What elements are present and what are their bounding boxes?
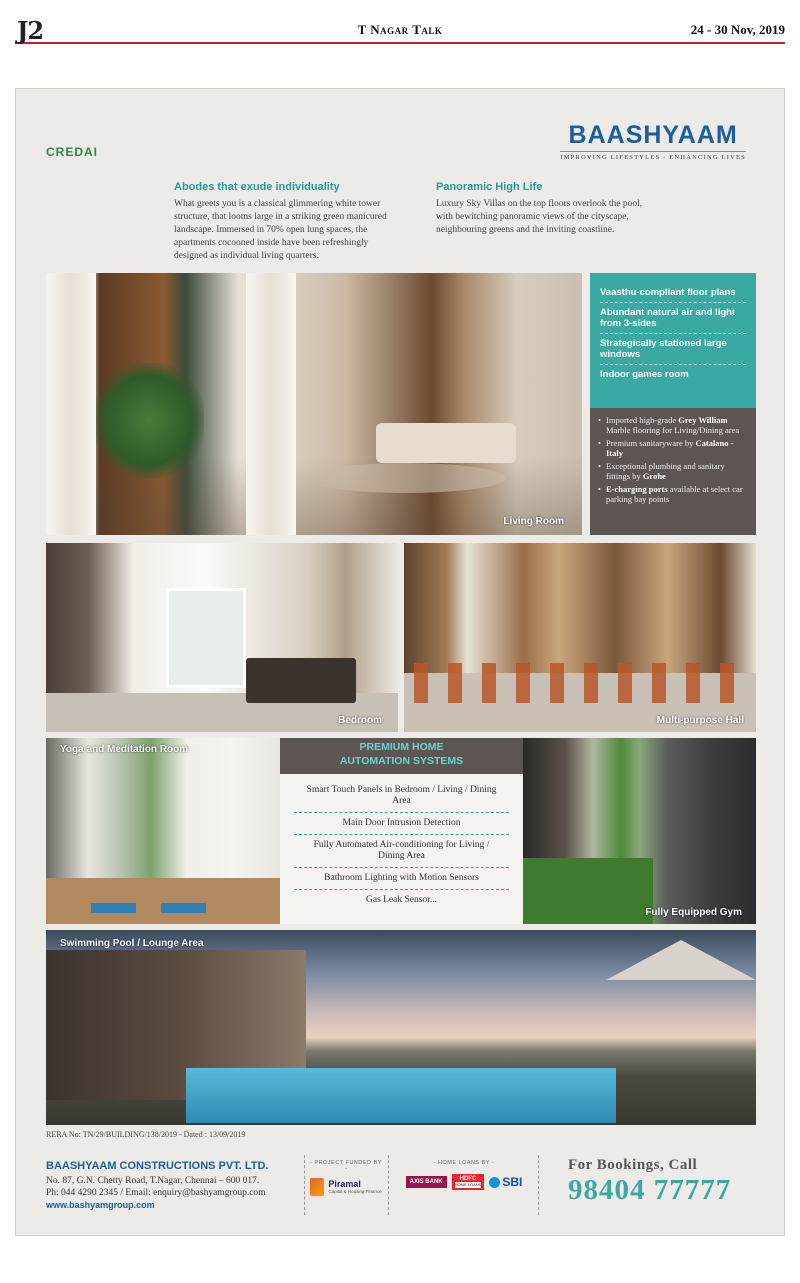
pool-water xyxy=(186,1068,616,1123)
greenery-wall xyxy=(94,363,204,478)
axis-bank-logo: AXIS BANK xyxy=(406,1176,447,1188)
bed xyxy=(246,658,356,703)
automation-item: Fully Automated Air-conditioning for Living / Dining Area xyxy=(294,835,509,868)
piramal-logo: Piramal Capital & Housing Finance xyxy=(328,1179,382,1195)
specs-panel xyxy=(590,408,756,535)
lawn xyxy=(523,858,653,924)
company-details xyxy=(46,1160,268,1211)
funding-partner xyxy=(310,1160,382,1196)
brand-logo xyxy=(560,121,746,161)
intro-panoramic xyxy=(436,181,661,237)
rera-number: RERA No: TN/29/BUILDING/138/2019 - Dated : 13/09/2019 xyxy=(46,1130,246,1139)
advertisement xyxy=(15,88,785,1236)
automation-item: Bathroom Lighting with Motion Sensors xyxy=(294,868,509,890)
brand-tagline: IMPROVING LIFESTYLES - ENHANCING LIVES xyxy=(560,151,746,161)
intro-heading: Abodes that exude individuality xyxy=(174,181,340,193)
feature-item: Vaasthu-compliant floor plans xyxy=(600,283,746,303)
pool-label: Swimming Pool / Lounge Area xyxy=(60,938,204,949)
gym-label: Fully Equipped Gym xyxy=(645,907,742,918)
newspaper-header xyxy=(15,14,785,44)
features-panel xyxy=(590,273,756,408)
yoga-room-photo xyxy=(46,738,280,924)
pool-photo xyxy=(46,930,756,1125)
divider xyxy=(304,1155,305,1215)
intro-text: What greets you is a classical glimmering white tower structure, that looms large in a striking green manicured landscape. Immersed in 70% open lung spaces, the apartments cocooned inside have been refreshingly designed as individual living quarters. xyxy=(174,199,387,261)
credai-logo: CREDAI xyxy=(46,145,99,159)
sofa xyxy=(376,423,516,463)
company-contact: Ph: 044 4290 2345 / Email: enquiry@bashyamgroup.com xyxy=(46,1188,266,1198)
feature-item: Strategically stationed large windows xyxy=(600,334,746,365)
divider xyxy=(388,1155,389,1215)
bedroom-label: Bedroom xyxy=(338,715,382,726)
spec-item: • Exceptional plumbing and sanitary fittings by Grohe xyxy=(598,461,748,481)
brand-name: BAASHYAAM xyxy=(568,121,738,149)
sbi-logo: SBI xyxy=(489,1175,522,1189)
page-number: J2 xyxy=(17,16,44,45)
yoga-room-label: Yoga and Meditation Room xyxy=(60,744,189,755)
automation-item: Gas Leak Sensor... xyxy=(366,895,437,905)
piramal-icon xyxy=(310,1178,324,1196)
newspaper-title: T Nagar Talk xyxy=(357,22,443,37)
home-loans xyxy=(394,1160,534,1190)
umbrella xyxy=(606,940,756,980)
funding-caption: - PROJECT FUNDED BY - xyxy=(310,1160,382,1172)
living-room-label: Living Room xyxy=(503,516,564,527)
bookings-caption: For Bookings, Call xyxy=(568,1157,698,1173)
intro-heading: Panoramic High Life xyxy=(436,181,543,193)
company-website[interactable]: www.bashyamgroup.com xyxy=(46,1200,155,1210)
automation-heading: PREMIUM HOME AUTOMATION SYSTEMS xyxy=(280,738,523,774)
bookings-phone[interactable]: 98404 77777 xyxy=(568,1174,732,1206)
company-name: BAASHYAAM CONSTRUCTIONS PVT. LTD. xyxy=(46,1160,269,1172)
spec-item: • Imported high-grade Grey William Marble flooring for Living/Dining area xyxy=(598,415,748,435)
rug xyxy=(306,463,506,493)
intro-individuality xyxy=(174,181,399,263)
intro-text: Luxury Sky Villas on the top floors overlook the pool, with bewitching panoramic views of the cityscape, neighbouring greens and the inviting coastline. xyxy=(436,199,643,235)
gym-photo xyxy=(523,738,756,924)
living-room-photo xyxy=(46,273,582,535)
issue-date: 24 - 30 Nov, 2019 xyxy=(690,22,785,37)
spec-item: • Premium sanitaryware by Catalano - Italy xyxy=(598,438,748,458)
divider xyxy=(538,1155,539,1215)
hdfc-logo: HDFC HOME LOANS xyxy=(452,1174,485,1190)
hall-photo xyxy=(404,543,756,732)
company-address: No. 87, G.N. Chetty Road, T.Nagar, Chennai – 600 017. xyxy=(46,1176,260,1186)
automation-panel xyxy=(280,738,523,924)
spec-item: • E-charging ports available at select car parking bay points xyxy=(598,484,748,504)
bookings xyxy=(568,1157,731,1206)
feature-item: Indoor games room xyxy=(600,369,689,380)
hall-label: Multi-purpose Hall xyxy=(656,715,744,726)
dining-chairs xyxy=(414,663,744,703)
automation-item: Main Door Intrusion Detection xyxy=(294,813,509,835)
yoga-mats xyxy=(91,903,231,913)
curtain-left xyxy=(46,273,96,535)
floor xyxy=(46,878,280,924)
sbi-icon xyxy=(489,1177,500,1188)
window xyxy=(166,588,246,688)
feature-item: Abundant natural air and light from 3-sides xyxy=(600,303,746,334)
loans-caption: - HOME LOANS BY - xyxy=(433,1160,495,1166)
curtain-middle xyxy=(246,273,296,535)
bedroom-photo xyxy=(46,543,398,732)
automation-item: Smart Touch Panels in Bedroom / Living / Dining Area xyxy=(294,780,509,813)
